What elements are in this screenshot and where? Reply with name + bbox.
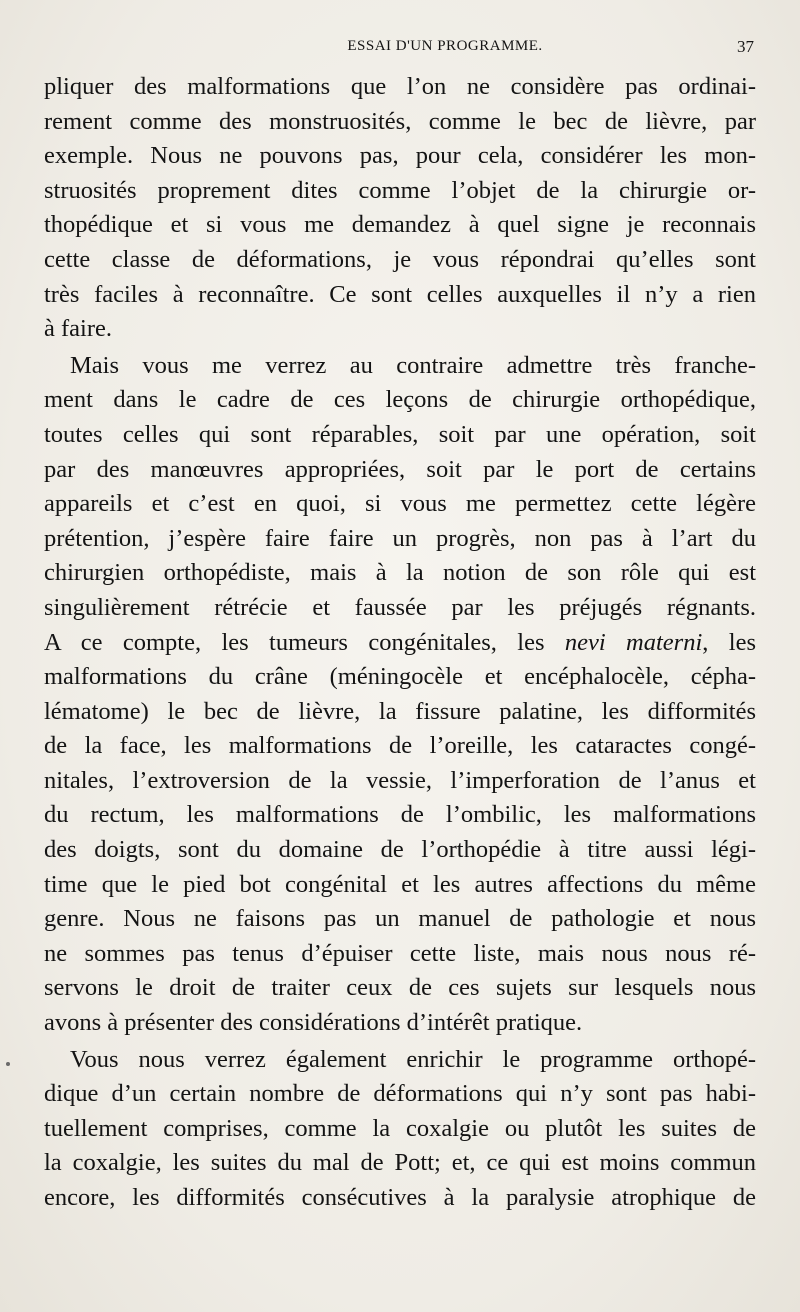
text-line: la coxalgie, les suites du mal de Pott; et, ce qui est moins commun [44,1149,756,1177]
text-line: par des manœuvres appropriées, soit par le port de certains [44,455,756,483]
text-line: malformations du crâne (méningocèle et encéphalocèle, cépha- [44,663,756,691]
text-line-with-italic [44,626,756,661]
text-line: thopédique et si vous me demandez à quel signe je reconnais [44,211,756,239]
body-text [44,70,756,1218]
text-line: ne sommes pas tenus d’épuiser cette liste, mais nous nous ré- [44,939,756,967]
text-line: Mais vous me verrez au contraire admettre très franche- [70,351,756,379]
text-line: chirurgien orthopédiste, mais à la notion de son rôle qui est [44,559,756,587]
text-line: très faciles à reconnaître. Ce sont celles auxquelles il n’y a rien [44,280,756,308]
text-line: rement comme des monstruosités, comme le bec de lièvre, par [44,107,756,135]
text-line: des doigts, sont du domaine de l’orthopédie à titre aussi légi- [44,836,756,864]
running-head: ESSAI D'UN PROGRAMME. [347,38,543,54]
text-line: appareils et c’est en quoi, si vous me permettez cette légère [44,490,756,518]
page-number: 37 [737,37,754,56]
text-line: ment dans le cadre de ces leçons de chirurgie orthopédique, [44,386,756,414]
text-line: de la face, les malformations de l’oreille, les cataractes congé- [44,732,756,760]
text-line: Vous nous verrez également enrichir le programme orthopé- [70,1045,756,1073]
paragraph-3 [44,1043,756,1216]
text-line: avons à présenter des considérations d’intérêt pratique. [44,1009,583,1037]
text-line: time que le pied bot congénital et les autres affections du même [44,870,756,898]
text-line: lématome) le bec de lièvre, la fissure palatine, les difformités [44,697,756,725]
paragraph-2 [44,349,756,1041]
text-line: du rectum, les malformations de l’ombilic, les malformations [44,801,756,829]
text-segment: , les [702,628,756,656]
text-line: struosités proprement dites comme l’objet de la chirurgie or- [44,176,756,204]
text-line: tuellement comprises, comme la coxalgie ou plutôt les suites de [44,1114,756,1142]
text-line: toutes celles qui sont réparables, soit par une opération, soit [44,420,756,448]
text-segment: A ce compte, les tumeurs congénitales, les [44,628,565,656]
text-line: à faire. [44,315,112,343]
paragraph-1 [44,70,756,347]
text-line: exemple. Nous ne pouvons pas, pour cela, considérer les mon- [44,142,756,170]
text-line: singulièrement rétrécie et faussée par les préjugés régnants. [44,593,756,621]
page-header [44,38,756,60]
text-line: encore, les difformités consécutives à la paralysie atrophique de [44,1184,756,1211]
text-line: cette classe de déformations, je vous répondrai qu’elles sont [44,245,756,273]
text-line: pliquer des malformations que l’on ne considère pas ordinai- [44,73,756,100]
italic-term: nevi materni [564,628,703,656]
paper-speck [6,1062,10,1066]
text-line: servons le droit de traiter ceux de ces sujets sur lesquels nous [44,974,756,1002]
text-line: dique d’un certain nombre de déformations qui n’y sont pas habi- [44,1080,756,1108]
text-line: genre. Nous ne faisons pas un manuel de pathologie et nous [44,905,756,933]
text-line: nitales, l’extroversion de la vessie, l’imperforation de l’anus et [44,766,756,794]
text-line: prétention, j’espère faire faire un progrès, non pas à l’art du [44,524,756,552]
